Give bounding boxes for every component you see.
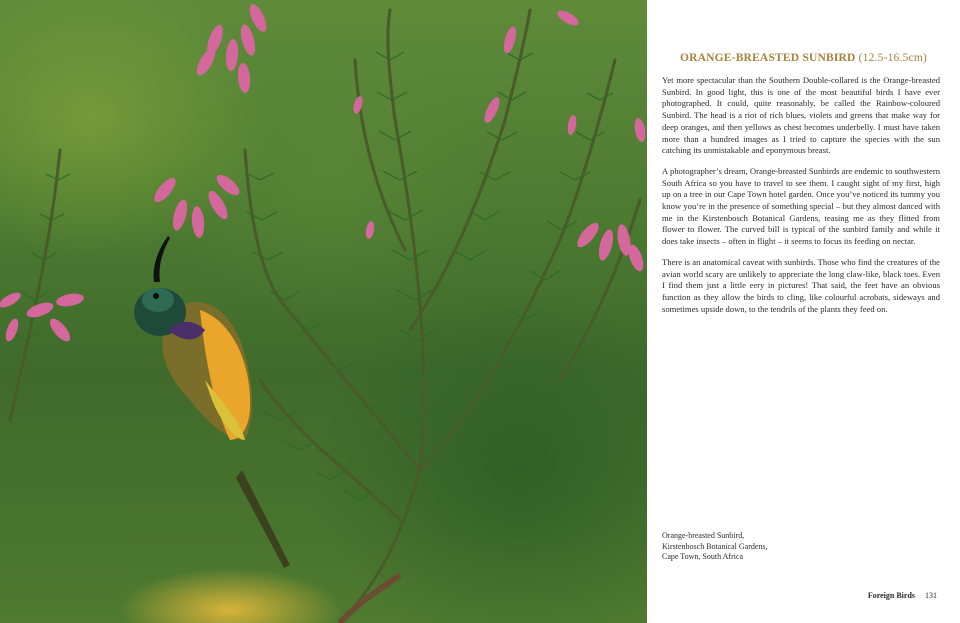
article-heading xyxy=(647,52,960,64)
paragraph: There is an anatomical caveat with sunbirds. Those who find the creatures of the avian world scary are unlikely to appreciate the long claw-like, black toes. Even I find them just a little eery in pictures! That said, the feet have an obvious function as they allow the birds to cling, like colourful acrobats, sideways and sometimes upside down, to the tendrils of the plants they feed on. xyxy=(662,256,940,314)
page-footer xyxy=(647,591,937,600)
article-body xyxy=(662,75,940,324)
caption-line: Kirstenbosch Botanical Gardens, xyxy=(662,541,768,551)
text-page xyxy=(647,0,960,623)
section-name: Foreign Birds xyxy=(867,591,915,600)
pink-flowers xyxy=(0,2,647,345)
branch xyxy=(340,575,400,623)
caption-line: Cape Town, South Africa xyxy=(662,552,744,561)
page-number: 131 xyxy=(925,591,937,600)
paragraph: Yet more spectacular than the Southern Double-collared is the Orange-breasted Sunbird. In good light, this is one of the most beautiful birds I have ever photographed. It could, quite reasonably, be called the Rainbow-coloured Sunbird. The head is a riot of rich blues, violets and greens that make way for deep oranges, and then yellows as chest becomes underbelly. I must have taken more than a hundred images as I tried to capture the species with the sun catching its unmistakable and eponymous breast. xyxy=(662,75,940,156)
caption-line: Orange-breasted Sunbird, xyxy=(662,531,745,540)
plant-needles xyxy=(13,52,613,500)
heading-size-range: (12.5-16.5cm) xyxy=(858,52,927,64)
photo-caption xyxy=(662,531,862,563)
sunbird xyxy=(134,236,290,568)
plant-stems xyxy=(10,10,640,623)
heading-title: ORANGE-BREASTED SUNBIRD xyxy=(679,52,856,64)
paragraph: A photographer’s dream, Orange-breasted Sunbirds are endemic to southwestern South Africa so you have to travel to see them. I caught sight of my first, high up on a tree in our Cape Town hotel garden. Once you’ve noticed its tummy you know you’re in the presence of something special – but they almost danced with me in the Kirstenbosch Botanical Gardens, teasing me as they flitted from flower to flower. The curved bill is typical of the sunbird family and while it does take insects – often in flight – it seems to focus its feeding on nectar. xyxy=(662,165,940,247)
